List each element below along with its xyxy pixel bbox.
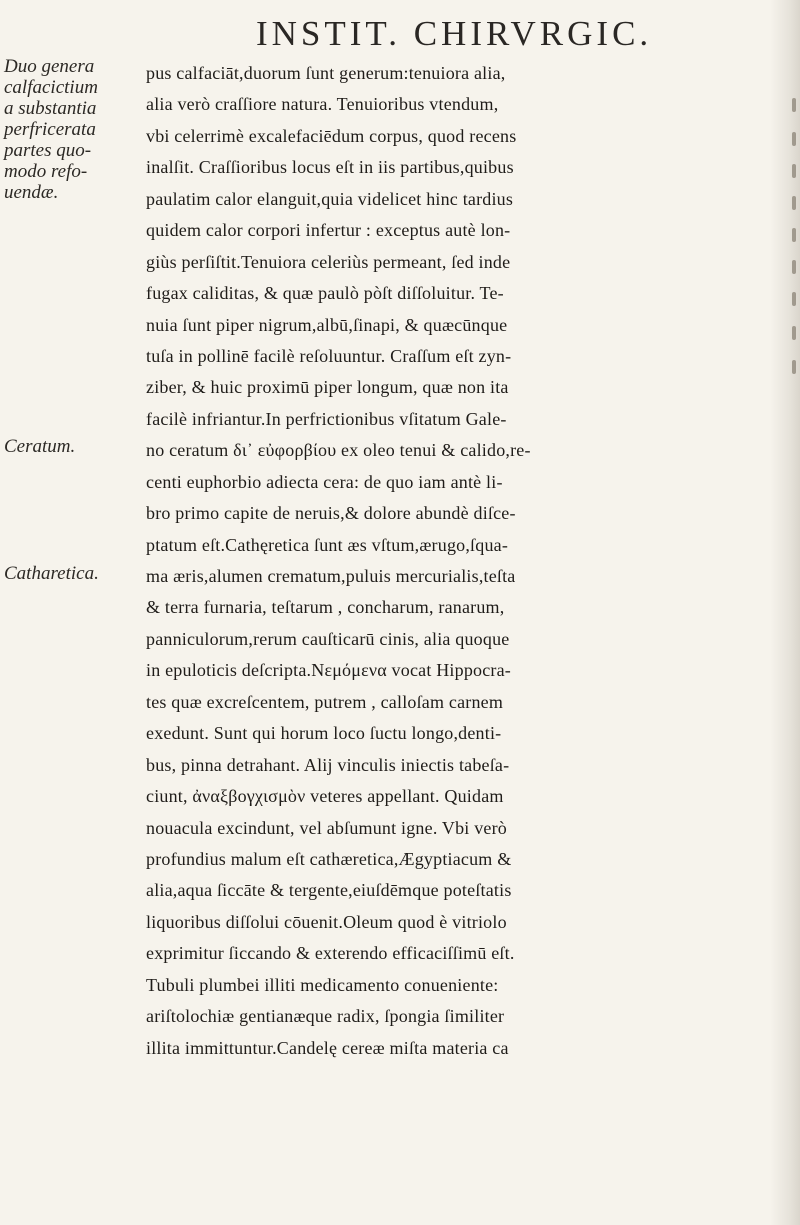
margin-note-line: uendæ. xyxy=(4,182,59,203)
body-line: facilè infriantur.In perfrictionibus vſitatum Gale- xyxy=(146,408,507,429)
margin-note-line: Ceratum. xyxy=(4,436,76,457)
body-line: nouacula excindunt, vel abſumunt igne. Vbi verò xyxy=(146,817,507,838)
body-line: giùs perſiſtit.Tenuiora celeriùs permeant, ſed inde xyxy=(146,251,511,272)
body-line: bus, pinna detrahant. Alij vinculis iniectis tabeſa- xyxy=(146,754,510,775)
body-line: tuſa in pollinē facilè reſoluuntur. Craſſum eſt zyn- xyxy=(146,345,512,366)
margin-note-line: partes quo- xyxy=(4,140,92,161)
body-line: vbi celerrimè excalefaciēdum corpus, quod recens xyxy=(146,125,517,146)
body-line: paulatim calor elanguit,quia videlicet hinc tardius xyxy=(146,188,514,209)
body-line: fugax caliditas, & quæ paulò pòſt diſſoluitur. Te- xyxy=(146,283,504,304)
body-line: no ceratum δι᾽ εὐφορβίου ex oleo tenui & calido,re- xyxy=(146,440,531,461)
margin-note-line: Catharetica. xyxy=(4,563,99,584)
body-line: liquoribus diſſolui cōuenit.Oleum quod è vitriolo xyxy=(146,911,507,932)
body-line: ariſtolochiæ gentianæque radix, ſpongia ſimiliter xyxy=(146,1006,505,1027)
body-line: ciunt, ἀναξβογχισμὸν veteres appellant. Quidam xyxy=(146,786,504,807)
margin-note-line: Duo genera xyxy=(4,56,95,77)
margin-notes xyxy=(0,0,120,1225)
body-line: illita immittuntur.Candelę cereæ miſta materia ca xyxy=(146,1037,509,1058)
margin-note-duo-genera xyxy=(4,56,122,203)
body-line: quidem calor corpori infertur : exceptus autè lon- xyxy=(146,220,511,241)
body-line: inalſit. Craſſioribus locus eſt in iis partibus,quibus xyxy=(146,157,514,178)
running-head: INSTIT. CHIRVRGIC. xyxy=(256,14,653,53)
body-line: ziber, & huic proximū piper longum, quæ non ita xyxy=(146,377,509,398)
margin-note-catharetica xyxy=(4,563,122,584)
page-edge-marks xyxy=(786,60,800,960)
margin-note-ceratum xyxy=(4,436,122,457)
body-line: nuia ſunt piper nigrum,albū,ſinapi, & quæcūnque xyxy=(146,314,508,335)
body-line: alia,aqua ſiccāte & tergente,eiuſdēmque poteſtatis xyxy=(146,880,512,901)
margin-note-line: calfacictium xyxy=(4,77,98,98)
body-line: tes quæ excreſcentem, putrem , calloſam carnem xyxy=(146,691,504,712)
margin-note-line: a substantia xyxy=(4,98,97,119)
body-line: & terra furnaria, teſtarum , concharum, ranarum, xyxy=(146,597,505,618)
body-line: profundius malum eſt cathæretica,Ægyptiacum & xyxy=(146,848,512,869)
body-line: Tubuli plumbei illiti medicamento conueniente: xyxy=(146,974,499,995)
body-line: exprimitur ſiccando & exterendo efficaciſſimū eſt. xyxy=(146,943,515,964)
margin-note-line: modo refo- xyxy=(4,161,88,182)
body-line: alia verò craſſiore natura. Tenuioribus vtendum, xyxy=(146,94,499,115)
body-line: pus calfaciāt,duorum ſunt generum:tenuiora alia, xyxy=(146,63,506,83)
body-line: centi euphorbio adiecta cera: de quo iam antè li- xyxy=(146,471,503,492)
body-line: in epuloticis deſcripta.Νεμόμενα vocat Hippocra- xyxy=(146,660,511,681)
body-line: exedunt. Sunt qui horum loco ſuctu longo,denti- xyxy=(146,723,502,744)
body-line: ma æris,alumen crematum,puluis mercurialis,teſta xyxy=(146,566,516,586)
margin-note-line: perfricerata xyxy=(4,119,96,140)
body-line: panniculorum,rerum cauſticarū cinis, alia quoque xyxy=(146,628,510,649)
body-line: ptatum eſt.Cathęretica ſunt æs vſtum,ærugo,ſqua- xyxy=(146,534,509,555)
body-text xyxy=(146,58,776,1064)
body-line: bro primo capite de neruis,& dolore abundè diſce- xyxy=(146,503,516,524)
